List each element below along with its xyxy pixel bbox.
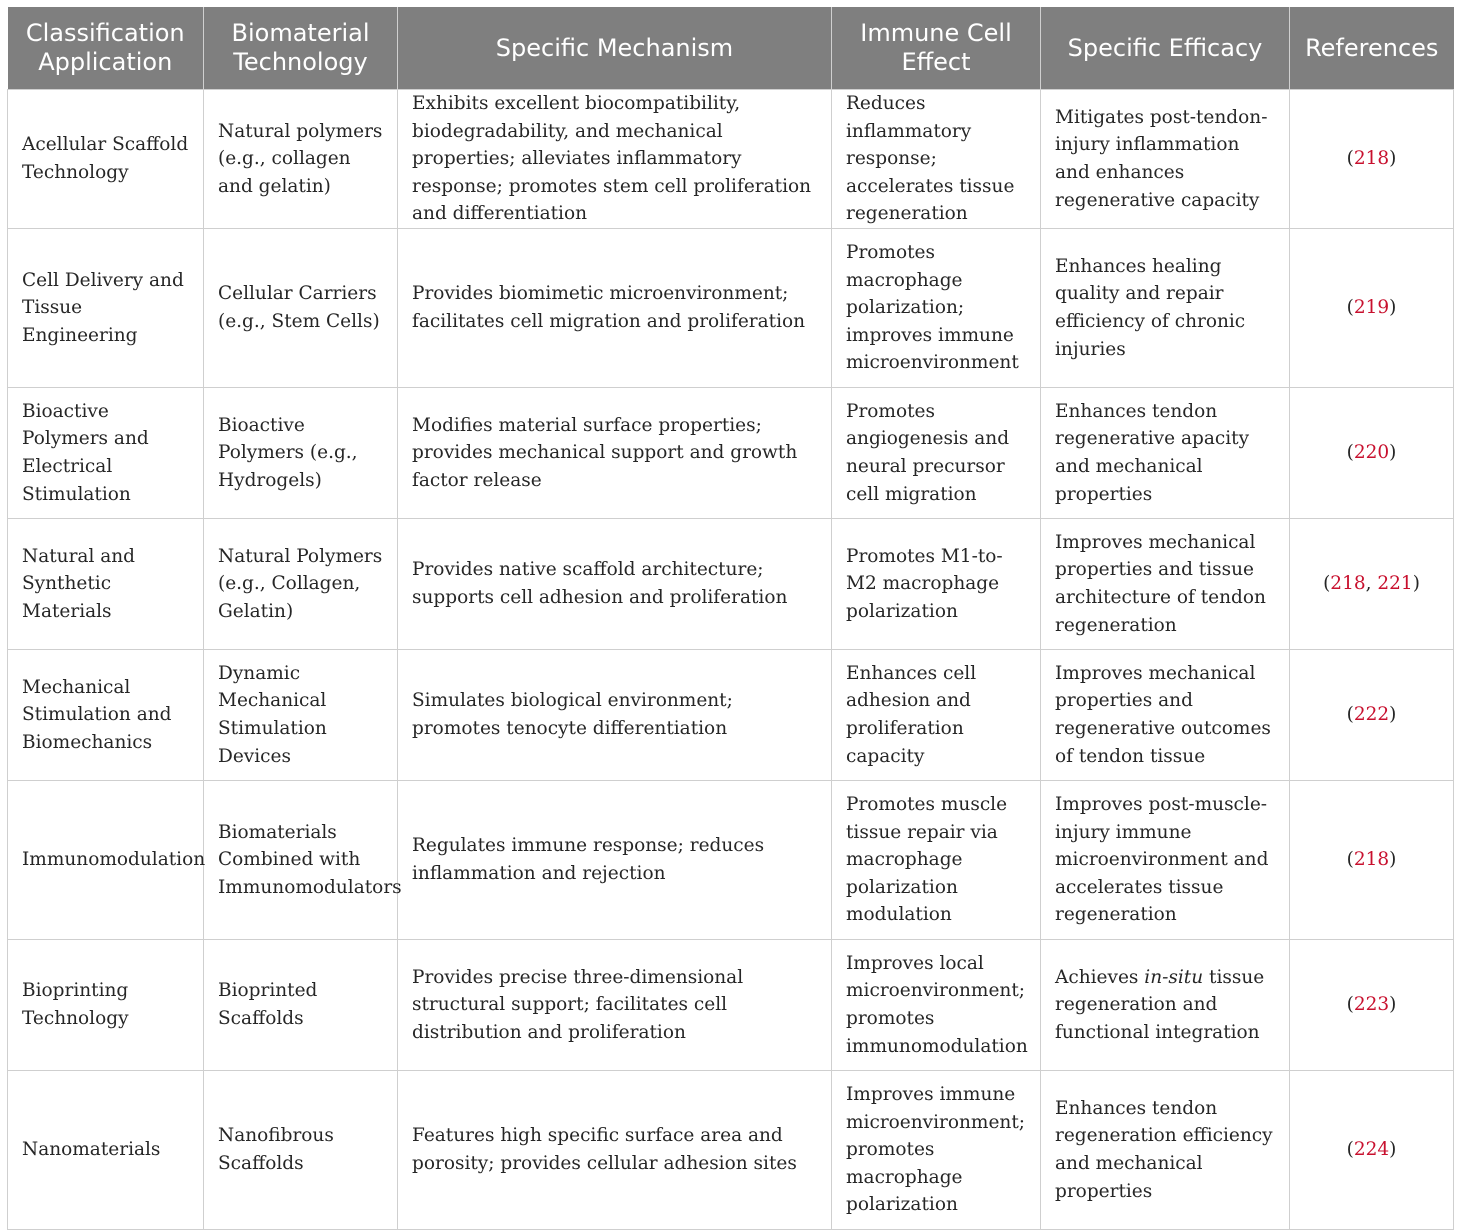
reference-link[interactable]: 221 xyxy=(1377,573,1413,595)
efficacy-cell: Improves post-muscle-injury immune microenvironment and accelerates tissue regeneration xyxy=(1041,780,1290,939)
technology-cell: Cellular Carriers (e.g., Stem Cells) xyxy=(204,228,398,387)
technology-cell: Natural polymers (e.g., collagen and gelatin) xyxy=(204,90,398,229)
efficacy-cell xyxy=(1041,939,1290,1070)
table-row xyxy=(8,780,1454,939)
reference-link[interactable]: 224 xyxy=(1353,1139,1390,1161)
efficacy-cell: Improves mechanical properties and tissue architecture of tendon regeneration xyxy=(1041,518,1290,649)
efficacy-cell: Improves mechanical properties and regenerative outcomes of tendon tissue xyxy=(1041,649,1290,780)
mechanism-cell: Provides native scaffold architecture; supports cell adhesion and proliferation xyxy=(398,518,832,649)
efficacy-cell: Enhances healing quality and repair efficiency of chronic injuries xyxy=(1041,228,1290,387)
technology-cell: Bioactive Polymers (e.g., Hydrogels) xyxy=(204,387,398,518)
table-row xyxy=(8,939,1454,1070)
reference-link[interactable]: 218 xyxy=(1330,573,1366,595)
classification-cell: Nanomaterials xyxy=(8,1070,204,1229)
references-cell: (218, 221) xyxy=(1290,518,1454,649)
immune-effect-cell: Improves local microenvironment; promotes immunomodulation xyxy=(832,939,1041,1070)
mechanism-cell: Provides biomimetic microenvironment; facilitates cell migration and proliferation xyxy=(398,228,832,387)
references-cell: (218) xyxy=(1290,780,1454,939)
header-references: References xyxy=(1290,7,1454,90)
mechanism-cell: Exhibits excellent biocompatibility, biodegradability, and mechanical properties; alleviates inflammatory response; promotes stem cell proliferation and differentiation xyxy=(398,90,832,229)
references-cell: (218) xyxy=(1290,90,1454,229)
table-row xyxy=(8,518,1454,649)
technology-cell: Nanofibrous Scaffolds xyxy=(204,1070,398,1229)
efficacy-text-pre: Achieves xyxy=(1055,966,1145,988)
technology-cell: Dynamic Mechanical Stimulation Devices xyxy=(204,649,398,780)
table-row xyxy=(8,649,1454,780)
table-row xyxy=(8,387,1454,518)
classification-cell: Cell Delivery and Tissue Engineering xyxy=(8,228,204,387)
immune-effect-cell: Promotes angiogenesis and neural precursor cell migration xyxy=(832,387,1041,518)
immune-effect-cell: Promotes macrophage polarization; improves immune microenvironment xyxy=(832,228,1041,387)
header-technology: Biomaterial Technology xyxy=(204,7,398,90)
classification-cell: Natural and Synthetic Materials xyxy=(8,518,204,649)
reference-link[interactable]: 220 xyxy=(1353,442,1390,464)
mechanism-cell: Features high specific surface area and porosity; provides cellular adhesion sites xyxy=(398,1070,832,1229)
technology-cell: Biomaterials Combined with Immunomodulators xyxy=(204,780,398,939)
technology-cell: Natural Polymers (e.g., Collagen, Gelatin) xyxy=(204,518,398,649)
references-cell: (222) xyxy=(1290,649,1454,780)
immune-effect-cell: Improves immune microenvironment; promotes macrophage polarization xyxy=(832,1070,1041,1229)
mechanism-cell: Provides precise three-dimensional structural support; facilitates cell distribution and proliferation xyxy=(398,939,832,1070)
table-row xyxy=(8,228,1454,387)
table-row xyxy=(8,90,1454,229)
classification-cell: Mechanical Stimulation and Biomechanics xyxy=(8,649,204,780)
references-cell: (219) xyxy=(1290,228,1454,387)
mechanism-cell: Simulates biological environment; promotes tenocyte differentiation xyxy=(398,649,832,780)
references-cell: (223) xyxy=(1290,939,1454,1070)
mechanism-cell: Modifies material surface properties; provides mechanical support and growth factor release xyxy=(398,387,832,518)
efficacy-text-italic: in-situ xyxy=(1144,966,1204,988)
efficacy-text-post: tissue regeneration and functional integration xyxy=(1055,966,1265,1043)
reference-link[interactable]: 218 xyxy=(1353,148,1390,170)
reference-link[interactable]: 223 xyxy=(1353,994,1390,1016)
header-immune-effect: Immune Cell Effect xyxy=(832,7,1041,90)
references-cell: (220) xyxy=(1290,387,1454,518)
immune-effect-cell: Promotes M1-to-M2 macrophage polarization xyxy=(832,518,1041,649)
classification-cell: Immunomodulation xyxy=(8,780,204,939)
technology-cell: Bioprinted Scaffolds xyxy=(204,939,398,1070)
immune-effect-cell: Promotes muscle tissue repair via macrophage polarization modulation xyxy=(832,780,1041,939)
immune-effect-cell: Reduces inflammatory response; accelerates tissue regeneration xyxy=(832,90,1041,229)
header-classification: Classification Application xyxy=(8,7,204,90)
header-row xyxy=(8,7,1454,90)
header-efficacy: Specific Efficacy xyxy=(1041,7,1290,90)
reference-link[interactable]: 219 xyxy=(1353,297,1390,319)
reference-link[interactable]: 222 xyxy=(1353,704,1390,726)
header-mechanism: Specific Mechanism xyxy=(398,7,832,90)
classification-cell: Acellular Scaffold Technology xyxy=(8,90,204,229)
classification-cell: Bioactive Polymers and Electrical Stimulation xyxy=(8,387,204,518)
efficacy-cell: Enhances tendon regenerative apacity and mechanical properties xyxy=(1041,387,1290,518)
references-cell: (224) xyxy=(1290,1070,1454,1229)
reference-link[interactable]: 218 xyxy=(1353,849,1390,871)
biomaterials-table xyxy=(7,7,1454,1230)
mechanism-cell: Regulates immune response; reduces inflammation and rejection xyxy=(398,780,832,939)
efficacy-cell: Enhances tendon regeneration efficiency and mechanical properties xyxy=(1041,1070,1290,1229)
table-row xyxy=(8,1070,1454,1229)
classification-cell: Bioprinting Technology xyxy=(8,939,204,1070)
immune-effect-cell: Enhances cell adhesion and proliferation capacity xyxy=(832,649,1041,780)
efficacy-cell: Mitigates post-tendon-injury inflammation and enhances regenerative capacity xyxy=(1041,90,1290,229)
